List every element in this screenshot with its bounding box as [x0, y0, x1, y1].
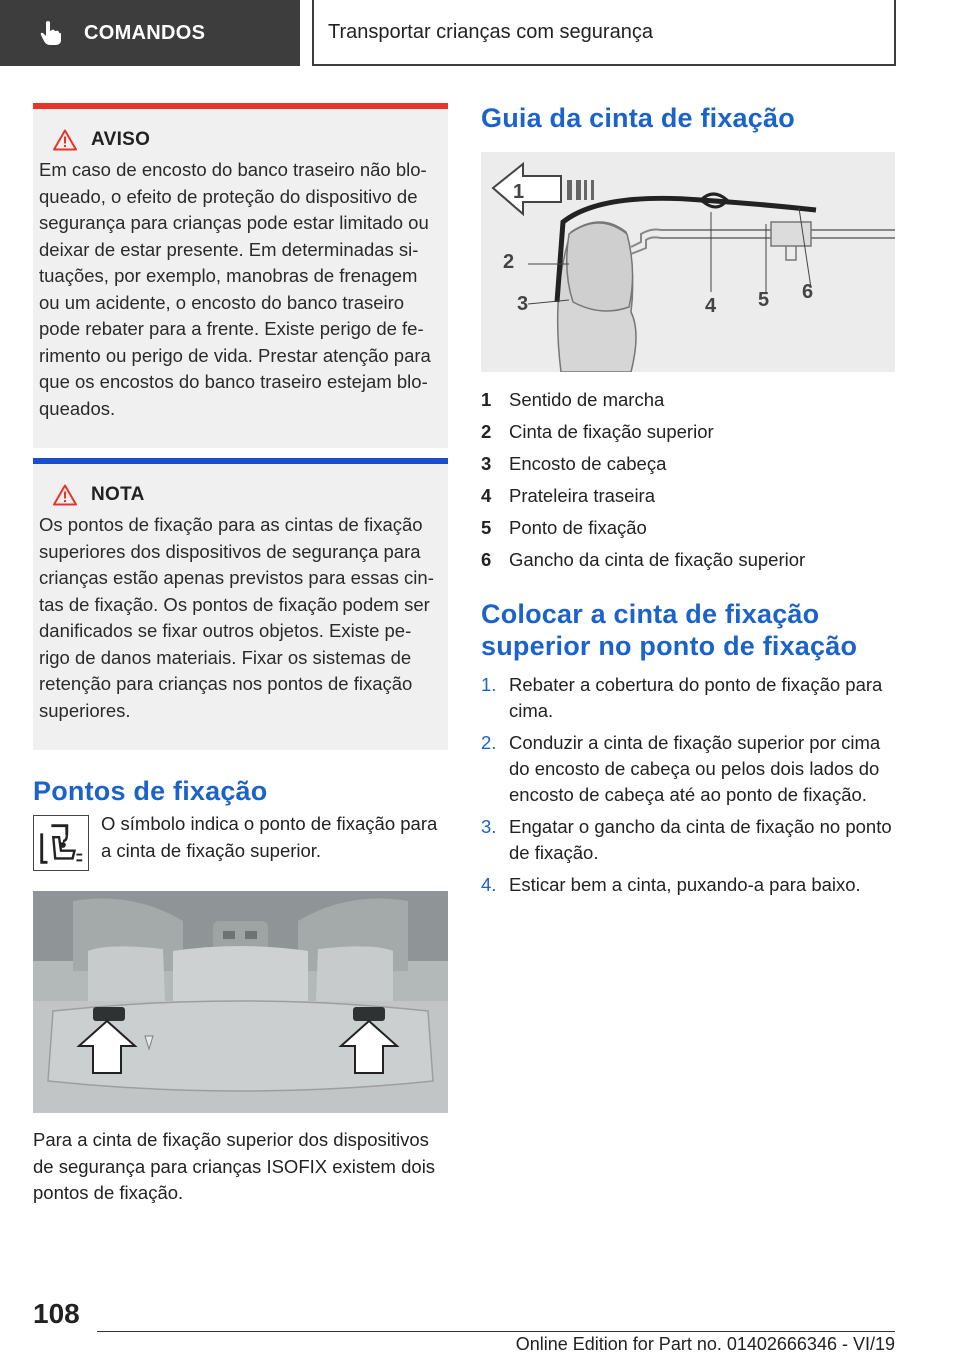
legend-text: Ponto de fixação	[509, 517, 647, 538]
header-section-tab	[0, 0, 300, 66]
diagram-label-1: 1	[513, 181, 525, 203]
note-label: NOTA	[91, 484, 145, 505]
legend-item	[481, 384, 895, 416]
diagram-label-6: 6	[802, 281, 814, 303]
legend-text: Prateleira traseira	[509, 485, 656, 506]
note-box	[33, 458, 448, 750]
legend-text: Cinta de fixação superior	[509, 421, 714, 442]
right-column	[481, 103, 895, 904]
child-seat-anchor-icon	[33, 815, 89, 871]
step-number: 2.	[481, 732, 497, 753]
step-text: Engatar o gancho da cinta de fixação no ponto de fixação.	[509, 816, 892, 863]
warning-heading	[49, 129, 438, 151]
legend-text: Gancho da cinta de fixação superior	[509, 549, 806, 570]
left-column	[33, 103, 448, 1207]
anchor-points-photo	[33, 891, 448, 1113]
list-item	[481, 814, 895, 866]
warning-triangle-icon	[53, 129, 77, 151]
step-number: 1.	[481, 674, 497, 695]
diagram-label-4: 4	[705, 295, 717, 317]
photo-caption: Para a cinta de fixação superior dos dispositivos de segurança para crianças ISOFIX existem dois pontos de fixação.	[33, 1129, 436, 1203]
instruction-steps	[481, 672, 895, 898]
section-title-guia: Guia da cinta de fixação	[481, 103, 795, 133]
legend-number: 2	[481, 421, 492, 442]
list-item	[481, 872, 895, 898]
header-chapter-title: Transportar crianças com segurança	[328, 20, 653, 43]
header-chapter	[312, 0, 896, 66]
symbol-description: O símbolo indica o ponto de fixação para a cinta de fixação superior.	[101, 813, 438, 861]
tether-strap-diagram	[481, 152, 895, 372]
step-text: Rebater a cobertura do ponto de fixação para cima.	[509, 674, 883, 721]
list-item	[481, 672, 895, 724]
warning-box	[33, 103, 448, 448]
step-text: Conduzir a cinta de fixação superior por cima do encosto de cabeça ou pelos dois lados do encosto de cabeça até ao ponto de fixação.	[509, 732, 881, 805]
warning-label: AVISO	[91, 129, 151, 150]
legend-number: 3	[481, 453, 492, 474]
rear-seats-image	[33, 891, 448, 1113]
legend-text: Encosto de cabeça	[509, 453, 667, 474]
diagram-label-2: 2	[503, 251, 515, 273]
step-text: Esticar bem a cinta, puxando-a para baixo.	[509, 874, 861, 895]
legend-item	[481, 480, 895, 512]
hand-pointer-icon	[40, 20, 62, 46]
legend-item	[481, 544, 895, 576]
footer-divider	[97, 1331, 895, 1332]
header-section-title: COMANDOS	[84, 21, 206, 44]
diagram-legend	[481, 384, 895, 576]
diagram-label-5: 5	[758, 289, 770, 311]
section-title-colocar: Colocar a cinta de fixação superior no ponto de fixação	[481, 599, 858, 661]
symbol-row	[33, 811, 448, 871]
legend-number: 5	[481, 517, 492, 538]
list-item	[481, 730, 895, 808]
section-title-pontos: Pontos de fixação	[33, 776, 268, 806]
warning-text: Em caso de encosto do banco traseiro não blo-queado, o efeito de proteção do dispositivo de segurança para crianças pode estar limitado ou deixar de estar presente. Em determinadas si-tuações, por exemplo, manobras de frenagem ou um acidente, o encosto do banco traseiro pode rebater para a frente. Existe perigo de fe-rimento ou perigo de vida. Prestar atenção para que os encostos do banco traseiro estejam blo-queados.	[39, 159, 431, 419]
note-heading	[49, 484, 438, 506]
legend-number: 1	[481, 389, 492, 410]
step-number: 3.	[481, 816, 497, 837]
page-number: 108	[33, 1298, 80, 1329]
step-number: 4.	[481, 874, 497, 895]
legend-text: Sentido de marcha	[509, 389, 665, 410]
legend-item	[481, 416, 895, 448]
caution-triangle-icon	[53, 484, 77, 506]
note-text: Os pontos de fixação para as cintas de fixação superiores dos dispositivos de segurança para crianças estão apenas previstos para essas cin-tas de fixação. Os pontos de fixação podem ser danificados se fixar outros objetos. Existe pe-rigo de danos materiais. Fixar os sistemas de retenção para crianças nos pontos de fixação superiores.	[39, 514, 434, 721]
legend-item	[481, 512, 895, 544]
legend-item	[481, 448, 895, 480]
legend-number: 6	[481, 549, 492, 570]
diagram-label-3: 3	[517, 293, 529, 315]
tether-routing-illustration	[481, 152, 895, 372]
footer-edition: Online Edition for Part no. 01402666346 - VI/19	[515, 1334, 895, 1354]
legend-number: 4	[481, 485, 492, 506]
